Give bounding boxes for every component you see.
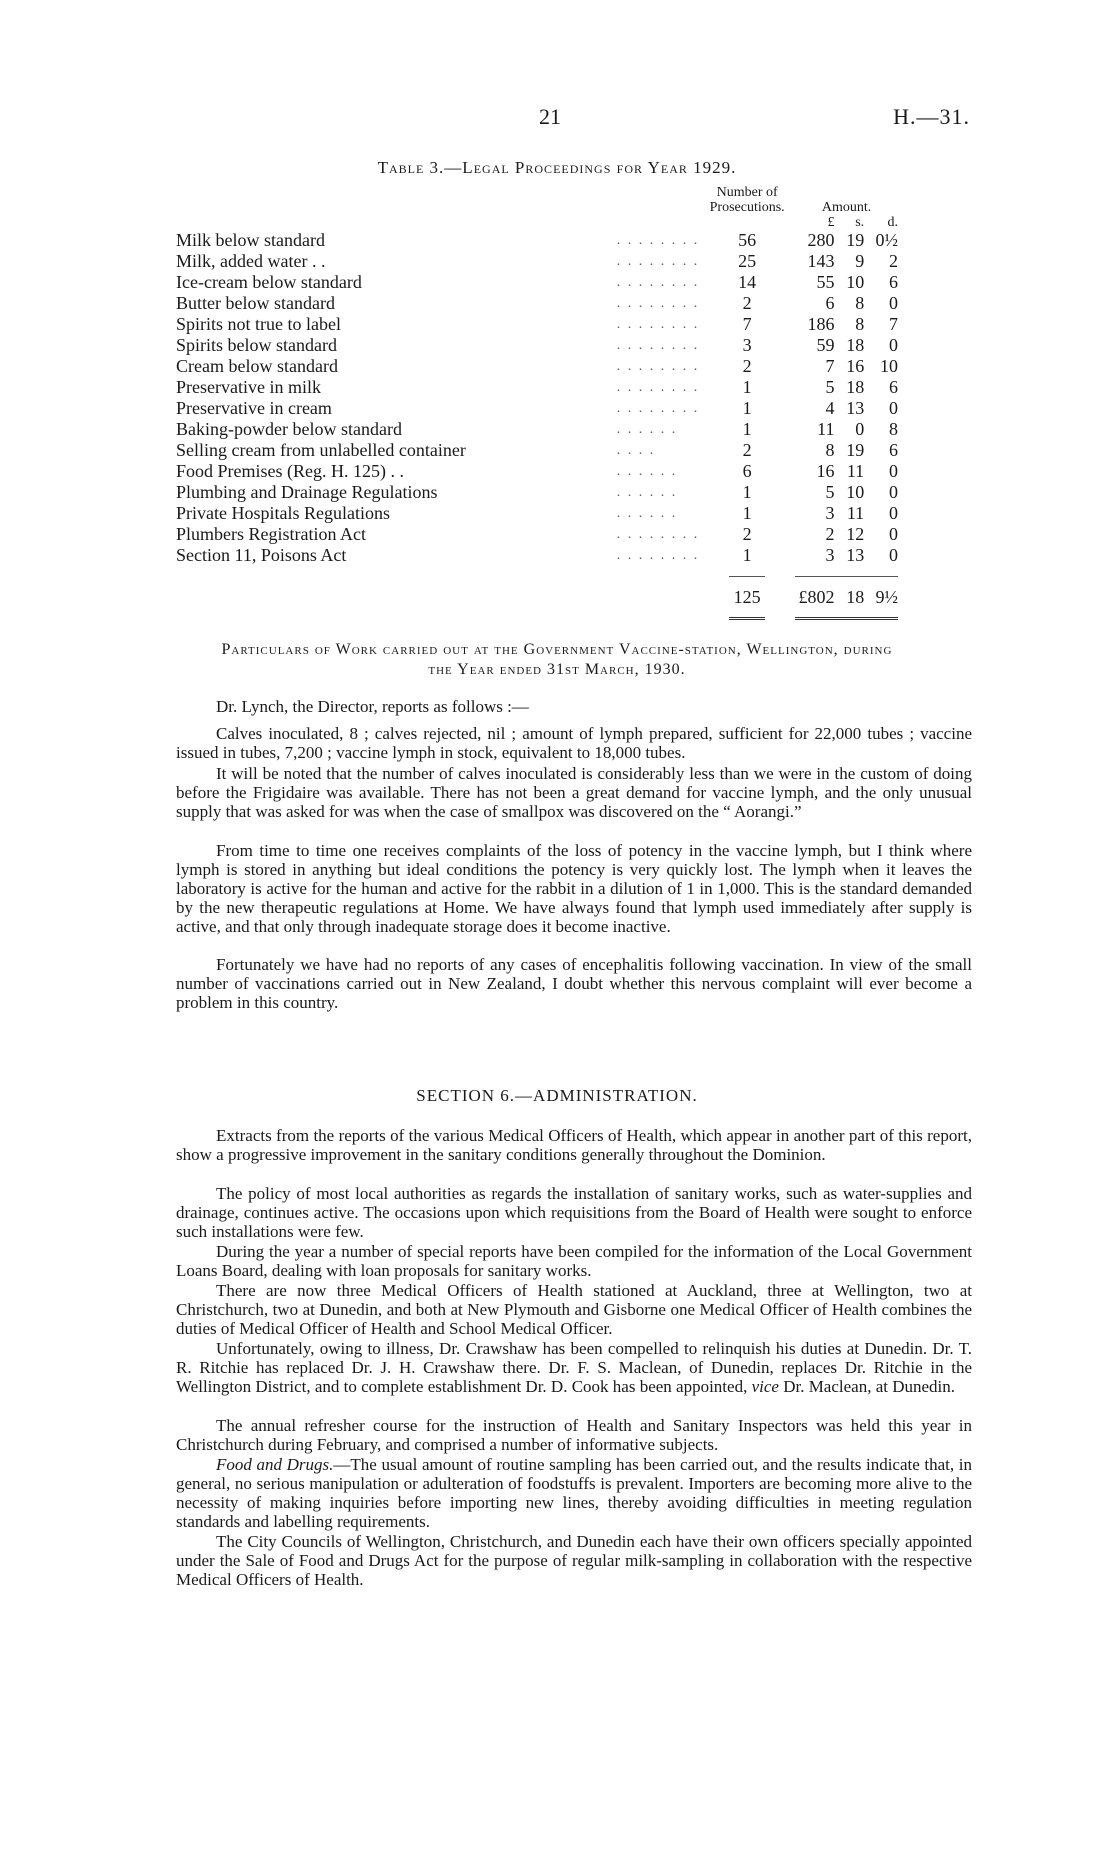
row-shillings: 13	[846, 398, 865, 418]
table-row	[176, 440, 898, 461]
row-shillings: 18	[846, 335, 865, 355]
row-label: Ice-cream below standard	[176, 272, 362, 292]
admin-para-7-text: —The usual amount of routine sampling has been carried out, and the results indicate that, in general, no serious manipulation or adulteration of foodstuffs is prevalent. Importers are becoming more alive to the necessity of making inquiries before importing new lines, thereby avoiding difficulties in meeting regulation standards and labelling requirements.	[176, 1455, 972, 1531]
col-header-shillings: s.	[855, 215, 865, 230]
col-header-prosecutions: Number of Prosecutions.	[709, 185, 785, 215]
admin-para-5-text-a: Unfortunately, owing to illness, Dr. Crawshaw has been compelled to relinquish his duties at Dunedin. Dr. T. R. Ritchie has replaced Dr. J. H. Crawshaw there. Dr. F. S. Maclean, of Dunedin, replaces Dr. Ritchie in the Wellington District, and to complete establishment Dr. D. Cook has been appointed,	[176, 1339, 972, 1396]
admin-para-1: Extracts from the reports of the various Medical Officers of Health, which appear in another part of this report, show a progressive improvement in the sanitary conditions generally throughout the Dominion.	[176, 1126, 972, 1164]
row-pence: 0	[889, 293, 898, 313]
row-shillings: 0	[855, 419, 865, 439]
total-count: 125	[733, 587, 761, 607]
row-label: Milk, added water . .	[176, 251, 326, 271]
row-leader-dots: . . . . . . . .	[616, 359, 700, 374]
table-row	[176, 503, 898, 524]
row-label: Selling cream from unlabelled container	[176, 440, 466, 460]
row-pounds: 280	[807, 230, 835, 250]
row-leader-dots: . . . . . . . .	[616, 254, 700, 269]
table-row	[176, 461, 898, 482]
row-label: Private Hospitals Regulations	[176, 503, 390, 523]
row-leader-dots: . . . . . . . .	[616, 338, 700, 353]
row-shillings: 8	[855, 293, 865, 313]
row-label: Cream below standard	[176, 356, 338, 376]
row-prosecutions: 1	[742, 503, 752, 523]
admin-para-8: The City Councils of Wellington, Christchurch, and Dunedin each have their own officers specially appointed under the Sale of Food and Drugs Act for the purpose of regular milk-sampling in collaboration with the respective Medical Officers of Health.	[176, 1532, 972, 1589]
row-pounds: 186	[807, 314, 835, 334]
table-row	[176, 293, 898, 314]
row-pence: 0	[889, 524, 898, 544]
table-row	[176, 377, 898, 398]
section-heading: SECTION 6.—ADMINISTRATION.	[416, 1086, 698, 1105]
row-pence: 6	[889, 377, 898, 397]
row-prosecutions: 1	[742, 545, 752, 565]
table-row	[176, 314, 898, 335]
row-prosecutions: 1	[742, 482, 752, 502]
admin-para-5-text-b: Dr. Maclean, at Dunedin.	[778, 1377, 956, 1396]
vaccine-para-3: It will be noted that the number of calves inoculated is considerably less than we were in the custom of doing before the Frigidaire was available. There has not been a great demand for vaccine lymph, and the only unusual supply that was asked for was when the case of smallpox was discovered on the “ Aorangi.”	[176, 764, 972, 821]
row-pence: 6	[889, 272, 898, 292]
row-shillings: 11	[846, 503, 865, 523]
row-leader-dots: . . . . . .	[616, 422, 678, 437]
total-pence: 9½	[875, 587, 898, 607]
page-number: 21	[539, 104, 561, 129]
vaccine-para-2: Calves inoculated, 8 ; calves rejected, nil ; amount of lymph prepared, sufficient for 22,000 tubes ; vaccine issued in tubes, 7,200 ; vaccine lymph in stock, equivalent to 18,000 tubes.	[176, 724, 972, 762]
admin-para-2: The policy of most local authorities as regards the installation of sanitary works, such as water-supplies and drainage, continues active. The occasions upon which requisitions from the Board of Health were sought to enforce such installations were few.	[176, 1184, 972, 1241]
row-pounds: 4	[825, 398, 835, 418]
admin-para-5-vice: vice	[751, 1377, 779, 1396]
row-pence: 0	[889, 398, 898, 418]
total-rule	[729, 576, 765, 577]
row-label: Spirits not true to label	[176, 314, 341, 334]
row-pounds: 143	[807, 251, 835, 271]
row-pounds: 5	[825, 377, 835, 397]
row-leader-dots: . . . . . . . .	[616, 275, 700, 290]
admin-para-3: During the year a number of special reports have been compiled for the information of the Local Government Loans Board, dealing with loan proposals for sanitary works.	[176, 1242, 972, 1280]
row-label: Milk below standard	[176, 230, 325, 250]
table-row	[176, 335, 898, 356]
row-prosecutions: 1	[742, 398, 752, 418]
table-row	[176, 482, 898, 503]
row-pence: 10	[880, 356, 898, 376]
row-shillings: 10	[846, 482, 865, 502]
row-pounds: 5	[825, 482, 835, 502]
total-rule-amount	[795, 576, 898, 577]
row-pence: 0½	[875, 230, 898, 250]
row-prosecutions: 7	[742, 314, 752, 334]
row-leader-dots: . . . . . . . .	[616, 527, 700, 542]
row-prosecutions: 3	[742, 335, 752, 355]
admin-para-7-lead: Food and Drugs.	[216, 1455, 334, 1474]
row-prosecutions: 56	[738, 230, 757, 250]
row-label: Butter below standard	[176, 293, 335, 313]
row-pence: 8	[889, 419, 898, 439]
legal-proceedings-table	[176, 185, 898, 629]
table-row	[176, 356, 898, 377]
vaccine-heading-line2: the Year ended 31st March, 1930.	[428, 661, 686, 678]
table-row	[176, 419, 898, 440]
row-shillings: 19	[846, 440, 865, 460]
row-shillings: 8	[855, 314, 865, 334]
row-prosecutions: 25	[738, 251, 757, 271]
row-prosecutions: 2	[742, 524, 752, 544]
row-pounds: 11	[817, 419, 835, 439]
row-prosecutions: 1	[742, 419, 752, 439]
row-pounds: 59	[816, 335, 835, 355]
vaccine-para-5: Fortunately we have had no reports of any cases of encephalitis following vaccination. In view of the small number of vaccinations carried out in New Zealand, I doubt whether this nervous complaint will ever become a problem in this country.	[176, 955, 972, 1012]
total-shillings: 18	[846, 587, 865, 607]
admin-para-7	[176, 1455, 972, 1531]
document-series: H.—31.	[893, 104, 970, 129]
row-leader-dots: . . . . . . . .	[616, 380, 700, 395]
table-row	[176, 524, 898, 545]
total-pounds: £802	[798, 587, 835, 607]
row-label: Plumbing and Drainage Regulations	[176, 482, 438, 502]
row-leader-dots: . . . . . . . .	[616, 233, 700, 248]
row-prosecutions: 2	[742, 440, 752, 460]
row-pence: 0	[889, 461, 898, 481]
vaccine-heading-line1: Particulars of Work carried out at the Government Vaccine-station, Wellington, during	[221, 641, 893, 658]
vaccine-para-4: From time to time one receives complaints of the loss of potency in the vaccine lymph, but I think where lymph is stored in anything but ideal conditions the potency is very quickly lost. The lymph when it leaves the laboratory is active for the human and active for the rabbit in a dilution of 1 in 1,000. This is the standard demanded by the new therapeutic regulations at Home. We have always found that lymph used immediately after supply is active, and that only through inadequate storage does it become inactive.	[176, 841, 972, 936]
row-leader-dots: . . . . . . . .	[616, 401, 700, 416]
row-shillings: 12	[846, 524, 865, 544]
row-prosecutions: 2	[742, 356, 752, 376]
row-label: Preservative in milk	[176, 377, 321, 397]
row-leader-dots: . . . . . .	[616, 485, 678, 500]
row-pounds: 3	[825, 503, 835, 523]
row-prosecutions: 1	[742, 377, 752, 397]
admin-para-6: The annual refresher course for the instruction of Health and Sanitary Inspectors was held this year in Christchurch during February, and comprised a number of informative subjects.	[176, 1416, 972, 1454]
col-header-amount: Amount.	[821, 200, 872, 215]
row-pounds: 8	[825, 440, 835, 460]
row-label: Spirits below standard	[176, 335, 337, 355]
row-label: Food Premises (Reg. H. 125) . .	[176, 461, 404, 481]
row-prosecutions: 14	[738, 272, 757, 292]
row-pounds: 55	[816, 272, 835, 292]
total-double-rule	[729, 617, 765, 620]
row-leader-dots: . . . . . . . .	[616, 548, 700, 563]
row-pence: 0	[889, 482, 898, 502]
row-shillings: 16	[846, 356, 865, 376]
row-pounds: 6	[825, 293, 835, 313]
col-header-pounds: £	[827, 215, 835, 230]
row-pence: 0	[889, 545, 898, 565]
row-leader-dots: . . . . . .	[616, 464, 678, 479]
table-row	[176, 545, 898, 566]
row-leader-dots: . . . . . .	[616, 506, 678, 521]
row-leader-dots: . . . . . . . .	[616, 296, 700, 311]
row-pence: 6	[889, 440, 898, 460]
table-row	[176, 251, 898, 272]
table-title: Table 3.—Legal Proceedings for Year 1929.	[377, 158, 737, 177]
row-shillings: 9	[855, 251, 865, 271]
row-pence: 0	[889, 335, 898, 355]
table-row	[176, 398, 898, 419]
row-pence: 2	[889, 251, 898, 271]
row-shillings: 13	[846, 545, 865, 565]
row-label: Plumbers Registration Act	[176, 524, 366, 544]
total-double-rule-amount	[795, 617, 898, 620]
row-shillings: 10	[846, 272, 865, 292]
table-row	[176, 230, 898, 251]
row-leader-dots: . . . . . . . .	[616, 317, 700, 332]
row-shillings: 18	[846, 377, 865, 397]
row-prosecutions: 2	[742, 293, 752, 313]
row-pence: 0	[889, 503, 898, 523]
row-pence: 7	[889, 314, 898, 334]
admin-para-4: There are now three Medical Officers of Health stationed at Auckland, three at Wellington, two at Christchurch, two at Dunedin, and both at New Plymouth and Gisborne one Medical Officer of Health combines the duties of Medical Officer of Health and School Medical Officer.	[176, 1281, 972, 1338]
row-shillings: 11	[846, 461, 865, 481]
col-header-pence: d.	[887, 215, 898, 230]
row-pounds: 16	[816, 461, 835, 481]
admin-para-5	[176, 1339, 972, 1396]
row-leader-dots: . . . .	[616, 443, 656, 458]
row-shillings: 19	[846, 230, 865, 250]
row-prosecutions: 6	[742, 461, 752, 481]
row-label: Section 11, Poisons Act	[176, 545, 347, 565]
row-pounds: 3	[825, 545, 835, 565]
vaccine-para-1: Dr. Lynch, the Director, reports as follows :—	[216, 697, 529, 716]
row-pounds: 7	[825, 356, 835, 376]
table-row	[176, 272, 898, 293]
row-label: Preservative in cream	[176, 398, 332, 418]
row-pounds: 2	[825, 524, 835, 544]
row-label: Baking-powder below standard	[176, 419, 402, 439]
